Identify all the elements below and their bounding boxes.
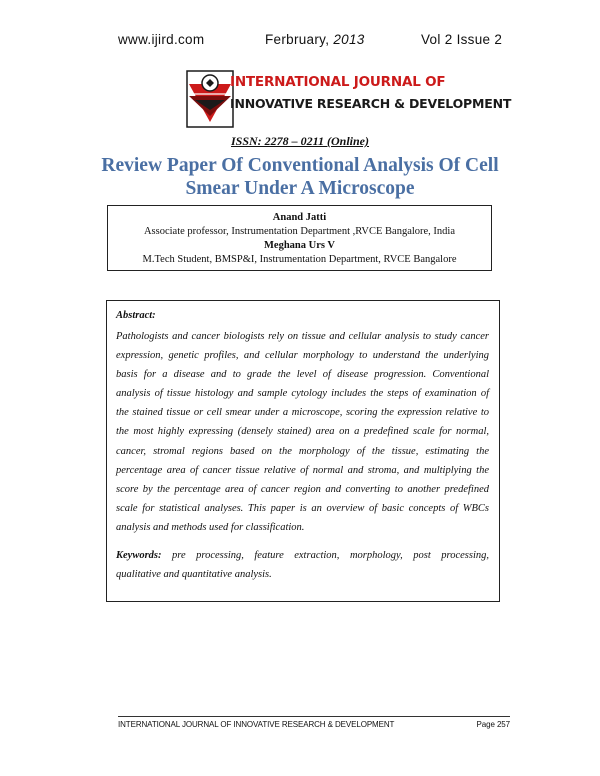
- abstract-line: the stained tissue or cell smear under a microscope, scoring the expression relative to: [116, 407, 489, 419]
- keywords-line: [116, 546, 489, 565]
- abstract-line: analysis of tissue histology and sample cytology includes the steps of examination of: [116, 388, 489, 400]
- footer-page-number: Page 257: [476, 720, 510, 729]
- abstract-line: expression, genetic profiles, and cellular morphology to understand the underlying: [116, 350, 489, 362]
- running-header: [0, 32, 600, 50]
- title-line-1: Review Paper Of Conventional Analysis Of Cell: [101, 155, 499, 176]
- abstract-heading: Abstract:: [116, 310, 156, 321]
- keywords-text: pre processing, feature extraction, morphology, post processing,: [172, 550, 489, 562]
- authors-box: [107, 205, 492, 271]
- issn-number: ISSN: 2278 – 0211 (Online): [230, 134, 370, 148]
- author-affiliation: Associate professor, Instrumentation Department ,RVCE Bangalore, India: [143, 226, 456, 237]
- abstract-line: scale for statistical analyses. This paper is an overview of basic concepts of WBCs: [116, 502, 489, 514]
- abstract-box: [106, 300, 500, 602]
- journal-logo: [186, 70, 512, 128]
- header-volume: Vol 2 Issue 2: [421, 32, 503, 47]
- abstract-line: Pathologists and cancer biologists rely on tissue and cellular analysis to study cancer: [116, 331, 489, 342]
- abstract-line: the most highly expressing (densely stained) area on a predefined scale for normal,: [116, 426, 489, 438]
- keywords-section: [116, 546, 489, 584]
- header-date-year: 2013: [333, 32, 365, 47]
- header-date-prefix: Ferbruary,: [265, 32, 330, 47]
- header-website: www.ijird.com: [118, 32, 205, 47]
- running-footer: [118, 716, 510, 731]
- abstract-line: basis for a disease and to grade the level of disease progression. Conventional: [116, 369, 489, 381]
- title-line-2: Smear Under A Microscope: [185, 178, 415, 199]
- logo-text-line1: INTERNATIONAL JOURNAL OF: [230, 74, 446, 90]
- header-date: [265, 32, 365, 47]
- author-name: Meghana Urs V: [264, 240, 335, 251]
- keywords-line-2: qualitative and quantitative analysis.: [116, 569, 272, 581]
- abstract-line: analysis and methods used for classification.: [116, 521, 305, 533]
- keywords-label: Keywords:: [116, 550, 162, 562]
- paper-title: [60, 154, 540, 200]
- abstract-line: cancer, stromal regions based on the morphology of the tissue, estimating the: [116, 445, 489, 457]
- author-name: Anand Jatti: [272, 212, 327, 223]
- journal-emblem-icon: [186, 70, 234, 128]
- author-affiliation: M.Tech Student, BMSP&I, Instrumentation Department, RVCE Bangalore: [142, 254, 457, 265]
- logo-text-line2: INNOVATIVE RESEARCH & DEVELOPMENT: [230, 96, 512, 111]
- footer-journal-name: INTERNATIONAL JOURNAL OF INNOVATIVE RESEARCH & DEVELOPMENT: [118, 720, 395, 729]
- abstract-line: score by the percentage area of cancer region and converting to another predefined: [116, 483, 489, 495]
- abstract-line: percentage area of cancer tissue relative of normal and stroma, and multiplying the: [116, 464, 489, 476]
